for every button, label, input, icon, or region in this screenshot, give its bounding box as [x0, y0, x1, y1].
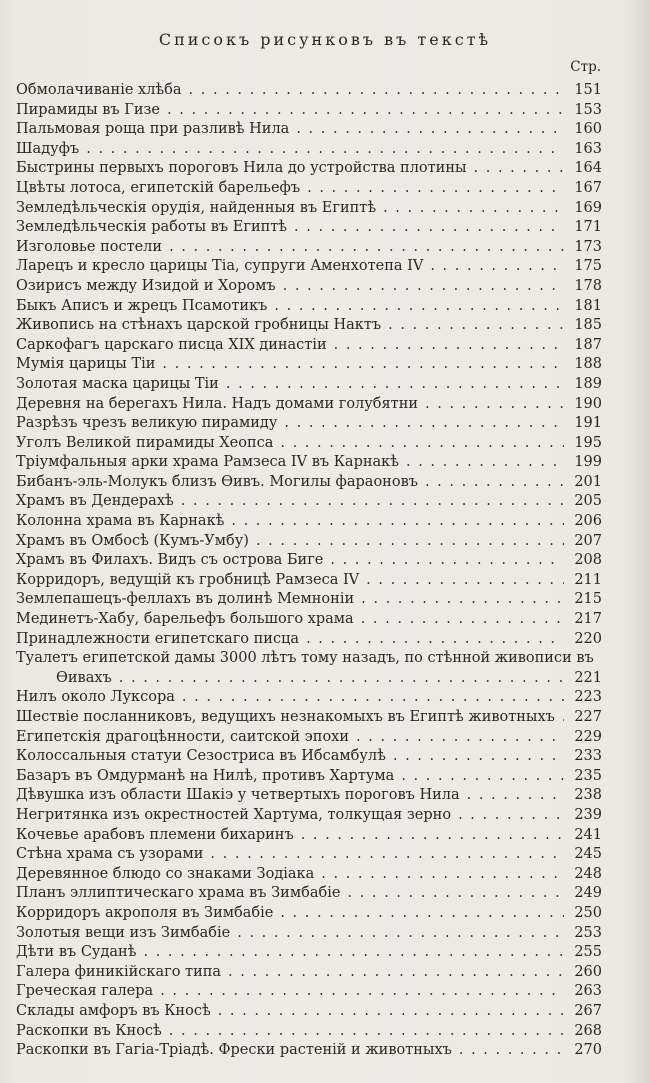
entry-page-number: 201: [574, 473, 602, 490]
dot-leader: [143, 943, 564, 963]
toc-entry: [16, 434, 602, 454]
entry-page-number: 223: [574, 689, 602, 706]
entry-text: Склады амфоръ въ Кносѣ: [16, 1002, 211, 1019]
entry-text: Цвѣты лотоса, египетскій барельефъ: [16, 179, 301, 196]
entry-text: Храмъ въ Филахъ. Видъ съ острова Биге: [16, 552, 324, 569]
toc-entry: [16, 865, 602, 885]
entry-page-number: 153: [574, 101, 602, 118]
entry-page-number: 263: [574, 983, 602, 1000]
entry-page-number: 249: [574, 885, 602, 902]
toc-entry: [16, 904, 602, 924]
dot-leader: [347, 884, 564, 904]
toc-entry: [16, 355, 602, 375]
entry-text: Золотыя вещи изъ Зимбабіе: [16, 924, 231, 941]
entry-page-number: 255: [574, 944, 602, 961]
dot-leader: [231, 512, 564, 532]
entry-text: Раскопки въ Кносѣ: [16, 1022, 162, 1039]
entry-page-number: 238: [574, 787, 602, 804]
dot-leader: [562, 708, 564, 728]
dot-leader: [401, 767, 564, 787]
dot-leader: [474, 159, 564, 179]
entry-text: Принадлежности египетскаго писца: [16, 630, 300, 647]
entry-text: Храмъ въ Дендерахѣ: [16, 493, 174, 510]
entry-page-number: 187: [574, 336, 602, 353]
toc-entry: [16, 1002, 602, 1022]
toc-entry: [16, 688, 602, 708]
dot-leader: [256, 532, 564, 552]
toc-entry: [16, 199, 602, 219]
entry-page-number: 235: [574, 767, 602, 784]
toc-entry: [16, 512, 602, 532]
entry-page-number: 215: [574, 591, 602, 608]
entry-text: Деревня на берегахъ Нила. Надъ домами голубятни: [16, 395, 419, 412]
entry-page-number: 220: [574, 630, 602, 647]
entry-text: Шадуфъ: [16, 140, 80, 157]
dot-leader: [366, 571, 564, 591]
entry-text: Деревянное блюдо со знаками Зодіака: [16, 865, 315, 882]
entry-text: Пирамиды въ Гизе: [16, 101, 161, 118]
toc-entry: [16, 1041, 602, 1061]
entry-text: Стѣна храма съ узорами: [16, 846, 204, 863]
toc-entry: [16, 395, 602, 415]
toc-entry: [16, 630, 602, 650]
dot-leader: [210, 845, 564, 865]
entry-text: Базаръ въ Омдурманѣ на Нилѣ, противъ Хартума: [16, 767, 395, 784]
entry-page-number: 253: [574, 924, 602, 941]
toc-entry: [16, 963, 602, 983]
entry-text: Ѳивахъ: [56, 669, 112, 686]
figure-list: [16, 81, 602, 1061]
entry-text: Мединетъ-Хабу, барельефъ большого храма: [16, 611, 354, 628]
entry-text: Саркофагъ царскаго писца XIX династіи: [16, 336, 327, 353]
dot-leader: [393, 747, 564, 767]
entry-text: Раскопки въ Гагіа-Тріадѣ. Фрески растеній и животныхъ: [16, 1042, 452, 1059]
entry-text: Мумія царицы Тіи: [16, 356, 156, 373]
entry-text: Земледѣльческія работы въ Египтѣ: [16, 219, 288, 236]
entry-text: Дѣти въ Суданѣ: [16, 944, 137, 961]
entry-text: Туалетъ египетской дамы 3000 лѣтъ тому назадъ, по стѣнной живописи въ: [16, 650, 594, 667]
entry-page-number: 270: [574, 1042, 602, 1059]
entry-page-number: 268: [574, 1022, 602, 1039]
entry-page-number: 205: [574, 493, 602, 510]
toc-entry: [16, 159, 602, 179]
entry-page-number: 173: [574, 238, 602, 255]
dot-leader: [284, 414, 564, 434]
entry-text: Землепашецъ-феллахъ въ долинѣ Мемноніи: [16, 591, 355, 608]
entry-text: Быстрины первыхъ пороговъ Нила до устройства плотины: [16, 160, 467, 177]
dot-leader: [226, 375, 564, 395]
entry-text: Египетскія драгоцѣнности, саитской эпохи: [16, 728, 350, 745]
toc-entry: [16, 708, 602, 728]
entry-page-number: 164: [574, 160, 602, 177]
entry-text: Колоссальныя статуи Сезостриса въ Ибсамбулѣ: [16, 748, 386, 765]
toc-entry: [16, 81, 602, 101]
dot-leader: [228, 963, 564, 983]
entry-page-number: 167: [574, 179, 602, 196]
entry-page-number: 190: [574, 395, 602, 412]
toc-entry: [16, 943, 602, 963]
dot-leader: [459, 1041, 564, 1061]
entry-page-number: 211: [574, 571, 602, 588]
dot-leader: [467, 786, 564, 806]
entry-text: Пальмовая роща при разливѣ Нила: [16, 121, 290, 138]
toc-entry: [16, 179, 602, 199]
entry-page-number: 185: [574, 317, 602, 334]
entry-page-number: 175: [574, 258, 602, 275]
toc-entry: [16, 277, 602, 297]
dot-leader: [218, 1002, 564, 1022]
entry-text: Корридоръ, ведущій къ гробницѣ Рамзеса IV: [16, 571, 360, 588]
toc-entry: [16, 101, 602, 121]
entry-page-number: 250: [574, 904, 602, 921]
entry-page-number: 178: [574, 277, 602, 294]
entry-text: Живопись на стѣнахъ царской гробницы Нактъ: [16, 317, 382, 334]
toc-entry: [16, 492, 602, 512]
toc-entry: [16, 375, 602, 395]
entry-text: Изголовье постели: [16, 238, 163, 255]
entry-text: Планъ эллиптическаго храма въ Зимбабіе: [16, 885, 341, 902]
dot-leader: [294, 218, 564, 238]
dot-leader: [356, 728, 564, 748]
page-title: Списокъ рисунковъ въ текстѣ: [158, 30, 492, 49]
entry-page-number: 188: [574, 356, 602, 373]
dot-leader: [406, 453, 564, 473]
entry-text: Бибанъ-эль-Молукъ близъ Ѳивъ. Могилы фараоновъ: [16, 473, 418, 490]
dot-leader: [458, 806, 564, 826]
dot-leader: [330, 551, 564, 571]
dot-leader: [306, 630, 564, 650]
entry-text: Золотая маска царицы Тіи: [16, 375, 219, 392]
entry-page-number: 163: [574, 140, 602, 157]
entry-text: Кочевье арабовъ племени бихаринъ: [16, 826, 294, 843]
entry-page-number: 206: [574, 513, 602, 530]
dot-leader: [383, 199, 564, 219]
toc-entry: [16, 728, 602, 748]
entry-page-number: 169: [574, 199, 602, 216]
entry-text: Уголъ Великой пирамиды Хеопса: [16, 434, 274, 451]
dot-leader: [274, 297, 564, 317]
entry-page-number: 260: [574, 963, 602, 980]
dot-leader: [283, 277, 564, 297]
dot-leader: [361, 610, 564, 630]
entry-page-number: 191: [574, 415, 602, 432]
toc-entry: [16, 297, 602, 317]
dot-leader: [162, 355, 564, 375]
toc-entry: [16, 1022, 602, 1042]
dot-leader: [388, 316, 564, 336]
dot-leader: [182, 688, 564, 708]
toc-entry: [16, 238, 602, 258]
dot-leader: [361, 590, 564, 610]
toc-entry: [16, 786, 602, 806]
toc-entry: [16, 551, 602, 571]
entry-page-number: 227: [574, 709, 602, 725]
dot-leader: [280, 434, 564, 454]
dot-leader: [334, 336, 564, 356]
entry-text: Обмолачиваніе хлѣба: [16, 82, 182, 98]
dot-leader: [425, 473, 564, 493]
entry-page-number: 239: [574, 806, 602, 823]
dot-leader: [321, 865, 564, 885]
entry-page-number: 195: [574, 434, 602, 451]
entry-page-number: 199: [574, 454, 602, 471]
toc-entry: [16, 884, 602, 904]
toc-entry: [16, 590, 602, 610]
dot-leader: [119, 669, 564, 689]
toc-entry: [16, 120, 602, 140]
dot-leader: [237, 924, 564, 944]
toc-entry: [16, 571, 602, 591]
toc-entry: [16, 453, 602, 473]
toc-entry: [16, 826, 602, 846]
dot-leader: [307, 179, 564, 199]
toc-entry: [16, 532, 602, 552]
entry-page-number: 248: [574, 865, 602, 882]
toc-entry: [16, 610, 602, 630]
entry-text: Шествіе посланниковъ, ведущихъ незнакомыхъ въ Египтѣ животныхъ: [16, 709, 555, 725]
dot-leader: [425, 395, 564, 415]
toc-entry: [16, 669, 602, 689]
toc-entry: [16, 218, 602, 238]
entry-page-number: 217: [574, 611, 602, 628]
toc-entry: [16, 336, 602, 356]
page-column-header: Стр.: [570, 59, 601, 75]
dot-leader: [169, 1022, 564, 1042]
toc-entry: [16, 316, 602, 336]
entry-text: Корридоръ акрополя въ Зимбабіе: [16, 904, 274, 921]
entry-text: Тріумфальныя арки храма Рамзеса IV въ Карнакѣ: [16, 454, 399, 471]
toc-entry: [16, 806, 602, 826]
toc-entry: [16, 140, 602, 160]
entry-page-number: 241: [574, 826, 602, 843]
toc-entry: [16, 257, 602, 277]
entry-text: Быкъ Аписъ и жрецъ Псамотикъ: [16, 297, 268, 314]
dot-leader: [430, 257, 564, 277]
entry-text: Дѣвушка изъ области Шакіэ у четвертыхъ пороговъ Нила: [16, 787, 460, 804]
dot-leader: [181, 492, 564, 512]
entry-text: Ларецъ и кресло царицы Тіа, супруги Аменхотепа IV: [16, 258, 424, 275]
dot-leader: [160, 982, 564, 1002]
entry-text: Разрѣзъ чрезъ великую пирамиду: [16, 415, 278, 432]
toc-entry: [16, 924, 602, 944]
toc-entry: [16, 767, 602, 787]
dot-leader: [169, 238, 564, 258]
entry-text: Греческая галера: [16, 983, 154, 1000]
entry-page-number: 181: [574, 297, 602, 314]
toc-entry: [16, 414, 602, 434]
dot-leader: [296, 120, 564, 140]
entry-page-number: 151: [574, 82, 602, 98]
entry-text: Озирисъ между Изидой и Хоромъ: [16, 277, 276, 294]
entry-page-number: 267: [574, 1002, 602, 1019]
entry-text: Негритянка изъ окрестностей Хартума, толкущая зерно: [16, 806, 452, 823]
toc-entry: [16, 982, 602, 1002]
entry-page-number: 233: [574, 748, 602, 765]
toc-entry: [16, 473, 602, 493]
dot-leader: [189, 81, 564, 101]
entry-page-number: 189: [574, 375, 602, 392]
entry-page-number: 160: [574, 121, 602, 138]
entry-text: Нилъ около Луксора: [16, 689, 175, 706]
entry-text: Колонна храма въ Карнакѣ: [16, 513, 225, 530]
entry-text: Земледѣльческія орудія, найденныя въ Египтѣ: [16, 199, 377, 216]
dot-leader: [301, 826, 564, 846]
dot-leader: [167, 101, 564, 121]
toc-entry: [16, 845, 602, 865]
dot-leader: [280, 904, 564, 924]
entry-page-number: 229: [574, 728, 602, 745]
entry-text: Галера финикійскаго типа: [16, 963, 222, 980]
entry-page-number: 208: [574, 552, 602, 569]
entry-page-number: 207: [574, 532, 602, 549]
entry-page-number: 221: [574, 669, 602, 686]
entry-page-number: 245: [574, 846, 602, 863]
toc-entry: [16, 649, 602, 669]
toc-entry: [16, 747, 602, 767]
entry-text: Храмъ въ Омбосѣ (Кумъ-Умбу): [16, 532, 249, 549]
dot-leader: [86, 140, 564, 160]
entry-page-number: 171: [574, 219, 602, 236]
